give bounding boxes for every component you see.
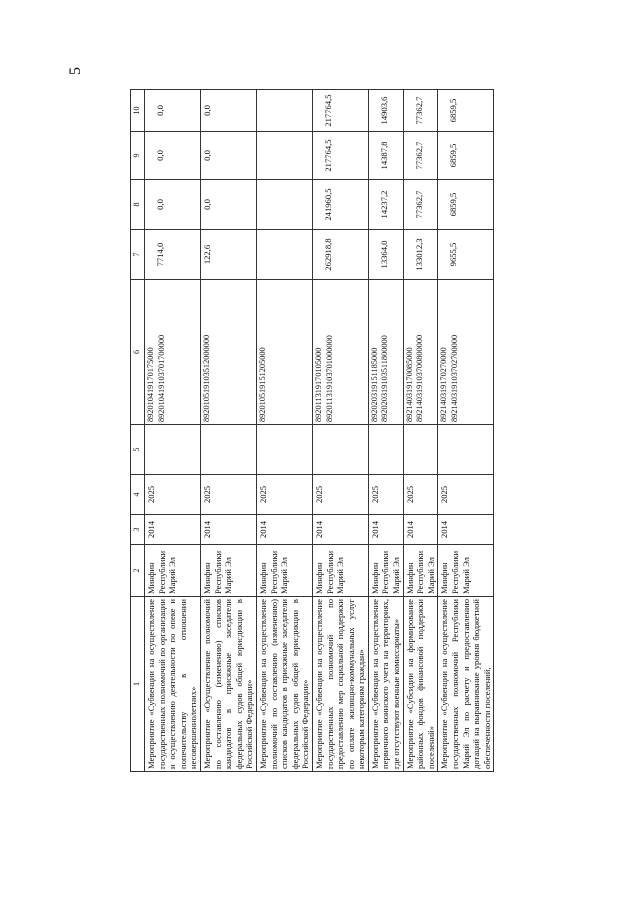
amount-col-7-cell — [403, 230, 438, 280]
amount-col-8 — [146, 182, 155, 227]
amount-col-8-cell — [256, 180, 312, 230]
budget-code-cell — [312, 280, 368, 425]
table-row — [312, 90, 368, 772]
amount-col-9-cell — [256, 132, 312, 180]
start-year: 2014 — [368, 515, 403, 545]
amount-col-8-cell — [145, 180, 201, 230]
amount-col-7 — [146, 232, 155, 277]
amount-col-7 — [439, 232, 448, 277]
amount-col-8: 0,0 — [201, 199, 212, 210]
start-year: 2014 — [438, 515, 494, 545]
amount-col-8: 241960,5 — [322, 188, 333, 221]
column-header: 8 — [131, 180, 145, 230]
column-header: 9 — [131, 132, 145, 180]
amount-col-10 — [439, 92, 448, 129]
amount-col-9-cell — [145, 132, 201, 180]
end-year: 2025 — [256, 475, 312, 515]
amount-col-7 — [370, 232, 379, 277]
amount-col-9: 0,0 — [155, 150, 165, 161]
budget-code-cell — [403, 280, 438, 425]
column-header: 3 — [131, 515, 145, 545]
amount-col-9 — [405, 134, 414, 177]
budget-code-cell — [200, 280, 256, 425]
amount-col-9-cell — [403, 132, 438, 180]
amount-col-10-cell — [312, 90, 368, 132]
column-5-cell — [312, 425, 368, 475]
amount-col-8: 77362,7 — [413, 190, 424, 219]
amount-col-7: 133012,3 — [413, 238, 424, 271]
column-5-cell — [256, 425, 312, 475]
amount-col-8 — [405, 182, 414, 227]
amount-col-9: 14387,8 — [378, 141, 389, 170]
amount-col-7-cell — [312, 230, 368, 280]
amount-col-8-cell — [403, 180, 438, 230]
responsible-executor: Минфин Республики Марий Эл — [368, 545, 403, 597]
table-row — [256, 90, 312, 772]
budget-code: 892140319103702700000 — [450, 334, 460, 422]
amount-col-9-cell — [368, 132, 403, 180]
column-header: 2 — [131, 545, 145, 597]
column-header: 4 — [131, 475, 145, 515]
amount-col-9 — [258, 134, 267, 177]
end-year: 2025 — [438, 475, 494, 515]
page-number: 5 — [67, 67, 84, 75]
end-year: 2025 — [312, 475, 368, 515]
amount-col-10-cell — [200, 90, 256, 132]
column-header: 6 — [131, 280, 145, 425]
amount-col-10: 0,0 — [201, 105, 212, 116]
amount-col-9 — [314, 134, 323, 177]
responsible-executor: Минфин Республики Марий Эл — [403, 545, 438, 597]
amount-col-9 — [370, 134, 379, 177]
start-year: 2014 — [256, 515, 312, 545]
amount-col-10 — [146, 92, 155, 129]
amount-col-8 — [370, 182, 379, 227]
amount-col-9: 6859,5 — [448, 143, 459, 168]
amount-col-9-cell — [200, 132, 256, 180]
start-year: 2014 — [200, 515, 256, 545]
amount-col-7-cell — [200, 230, 256, 280]
measure-description: Мероприятие «Субсидии на формирование районных фондов финансовой поддержки поселений» — [403, 597, 438, 772]
budget-code: 892010419103701700000 — [156, 334, 166, 422]
amount-col-10 — [314, 92, 323, 129]
budget-code: 892020319103511800000 — [380, 335, 390, 422]
amount-col-9: 0,0 — [201, 150, 212, 161]
amount-col-10-cell — [368, 90, 403, 132]
amount-col-7: 13364,0 — [378, 240, 389, 269]
responsible-executor: Минфин Республики Марий Эл — [312, 545, 368, 597]
amount-col-10-cell — [256, 90, 312, 132]
amount-col-9 — [439, 134, 448, 177]
column-5-cell — [200, 425, 256, 475]
rotated-table-container — [130, 90, 630, 772]
budget-code: 892140319103700800000 — [415, 334, 425, 422]
column-header: 10 — [131, 90, 145, 132]
budget-code: 892011319103701000000 — [324, 335, 334, 422]
table-row — [145, 90, 201, 772]
amount-col-8-cell — [368, 180, 403, 230]
table-row — [200, 90, 256, 772]
responsible-executor: Минфин Республики Марий Эл — [200, 545, 256, 597]
measure-description: Мероприятие «Субвенции на осуществление первичного воинского учета на территориях, где отсутствуют военные комиссариаты» — [368, 597, 403, 772]
responsible-executor: Минфин Республики Марий Эл — [438, 545, 494, 597]
measure-description: Мероприятие «Субвенции на осуществление государственных полномочий Республики Марий Эл по расчету и предоставлению дотаций на выравнивание уровня бюджетной обеспеченности поселений, — [438, 597, 494, 772]
amount-col-10-cell — [145, 90, 201, 132]
budget-code-cell — [256, 280, 312, 425]
amount-col-10: 217764,5 — [322, 94, 333, 127]
amount-col-9-cell — [312, 132, 368, 180]
end-year: 2025 — [200, 475, 256, 515]
amount-col-9 — [146, 134, 155, 177]
amount-col-10: 6859,5 — [448, 98, 459, 123]
amount-col-10-cell — [438, 90, 494, 132]
column-header: 7 — [131, 230, 145, 280]
amount-col-7: 7714,0 — [155, 242, 165, 267]
amount-col-7 — [314, 232, 323, 277]
end-year: 2025 — [145, 475, 201, 515]
amount-col-8: 6859,5 — [448, 192, 459, 217]
measure-description: Мероприятие «Осуществление полномочий по составлению (изменению) списков кандидатов в присяжные заседатели федеральных судов общей юрисдикции в Российской Федерации» — [200, 597, 256, 772]
budget-code-cell — [438, 280, 494, 425]
amount-col-7 — [258, 232, 267, 277]
column-5-cell — [403, 425, 438, 475]
start-year: 2014 — [403, 515, 438, 545]
amount-col-10-cell — [403, 90, 438, 132]
amount-col-8: 0,0 — [155, 199, 165, 210]
amount-col-8-cell — [200, 180, 256, 230]
budget-code-cell — [368, 280, 403, 425]
budget-code: 892140319170085000 — [404, 347, 414, 422]
start-year: 2014 — [312, 515, 368, 545]
column-5-cell — [368, 425, 403, 475]
budget-code: 892140319170270000 — [439, 347, 449, 422]
amount-col-7 — [405, 232, 414, 277]
amount-col-8 — [439, 182, 448, 227]
table-body — [145, 90, 494, 772]
amount-col-10: 14903,6 — [378, 96, 389, 125]
measure-description: Мероприятие «Субвенции на осуществление государственных полномочий по предоставлению мер социальной поддержки по оплате жилищно-коммунальных услуг некоторым категориям граждан» — [312, 597, 368, 772]
end-year: 2025 — [403, 475, 438, 515]
column-header: 1 — [131, 597, 145, 772]
amount-col-7: 122,6 — [201, 244, 212, 265]
measure-description: Мероприятие «Субвенции на осуществление полномочий по составлению (изменению) списков кандидатов в присяжные заседатели федеральных судов общей юрисдикции в Российской Федерации» — [256, 597, 312, 772]
amount-col-9-cell — [438, 132, 494, 180]
budget-code: 892020319151185000 — [369, 347, 379, 422]
end-year: 2025 — [368, 475, 403, 515]
column-5-cell — [145, 425, 201, 475]
budget-code: 892010419170175000 — [146, 347, 155, 422]
responsible-executor: Минфин Республики Марий Эл — [256, 545, 312, 597]
amount-col-8: 14237,2 — [378, 190, 389, 219]
table-row — [438, 90, 494, 772]
amount-col-7-cell — [368, 230, 403, 280]
amount-col-7: 262918,8 — [322, 238, 333, 271]
amount-col-7-cell — [256, 230, 312, 280]
amount-col-9: 77362,7 — [413, 141, 424, 170]
table-row — [368, 90, 403, 772]
amount-col-10: 77362,7 — [413, 96, 424, 125]
amount-col-10 — [258, 92, 267, 129]
budget-code: 892010519103512000000 — [201, 334, 211, 422]
amount-col-8 — [314, 182, 323, 227]
program-measures-table — [130, 89, 494, 772]
table-row — [403, 90, 438, 772]
budget-code-cell — [145, 280, 201, 425]
budget-code: 892011319170105000 — [313, 347, 323, 422]
amount-col-8 — [258, 182, 267, 227]
start-year: 2014 — [145, 515, 201, 545]
amount-col-7: 9655,5 — [448, 242, 459, 267]
column-number-row — [131, 90, 145, 772]
budget-code: 892010519151205000 — [257, 347, 267, 422]
amount-col-7-cell — [145, 230, 201, 280]
measure-description: Мероприятие «Субвенции на осуществление государственных полномочий по организации и осуществлению деятельности по опеке и попечительству в отношении несовершеннолетних» — [145, 597, 201, 772]
amount-col-8-cell — [312, 180, 368, 230]
column-5-cell — [438, 425, 494, 475]
amount-col-8-cell — [438, 180, 494, 230]
amount-col-9: 217764,5 — [322, 139, 333, 172]
amount-col-10 — [405, 92, 414, 129]
amount-col-10: 0,0 — [155, 105, 165, 116]
column-header: 5 — [131, 425, 145, 475]
amount-col-7-cell — [438, 230, 494, 280]
responsible-executor: Минфин Республики Марий Эл — [145, 545, 201, 597]
amount-col-10 — [370, 92, 379, 129]
